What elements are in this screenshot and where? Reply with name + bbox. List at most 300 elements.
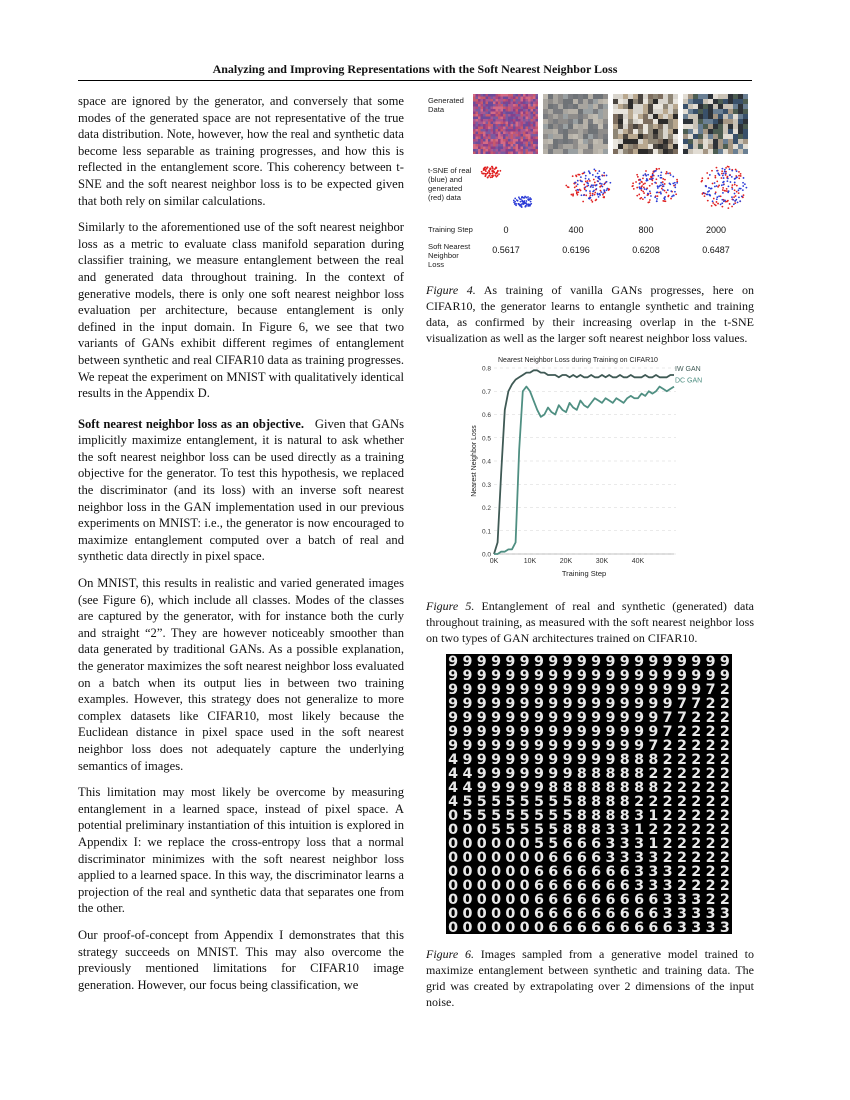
fig5-caption-text: Entanglement of real and synthetic (generated) data throughout training, as measured with the soft nearest neighbor loss on two types of GAN architectures trained on CIFAR10. <box>426 599 755 645</box>
digit-cell: 8 <box>576 808 587 825</box>
digit-cell: 2 <box>705 724 716 741</box>
digit-cell: 6 <box>648 920 659 934</box>
digit-cell: 3 <box>605 836 616 853</box>
digit-cell: 2 <box>662 766 673 783</box>
paragraph-3-heading: Soft nearest neighbor loss as an objective. <box>78 416 304 431</box>
digit-cell: 9 <box>548 696 559 713</box>
digit-cell: 2 <box>691 752 702 769</box>
digit-cell: 6 <box>533 864 544 881</box>
paragraph-5: This limitation may most likely be overcome by measuring entanglement in a learned space, instead of pixel space. A potential preliminary instantiation of this intuition is explored in Appendix I: we replace the cross-entropy loss that a normal discriminator minimizes with the soft nearest neighbor loss applied to a learned space. In this way, the discriminator learns a projection of the real and synthetic data that separates one from the other. <box>78 785 404 916</box>
digit-cell: 8 <box>605 766 616 783</box>
left-column <box>78 93 404 1003</box>
digit-cell: 9 <box>491 738 502 755</box>
digit-cell: 9 <box>462 752 473 769</box>
digit-cell: 8 <box>619 808 630 825</box>
digit-cell: 2 <box>662 794 673 811</box>
digit-cell: 9 <box>491 654 502 671</box>
digit-cell: 9 <box>476 752 487 769</box>
digit-cell: 2 <box>719 794 730 811</box>
digit-cell: 9 <box>519 780 530 797</box>
digit-cell: 9 <box>491 696 502 713</box>
digit-cell: 3 <box>662 892 673 909</box>
digit-cell: 9 <box>591 682 602 699</box>
digit-cell: 6 <box>576 920 587 934</box>
digit-cell: 6 <box>576 850 587 867</box>
digit-cell: 0 <box>476 822 487 839</box>
digit-cell: 9 <box>648 724 659 741</box>
digit-cell: 8 <box>634 752 645 769</box>
digit-cell: 0 <box>491 864 502 881</box>
digit-cell: 9 <box>634 654 645 671</box>
digit-cell: 3 <box>691 892 702 909</box>
digit-cell: 9 <box>519 766 530 783</box>
digit-cell: 9 <box>448 724 459 741</box>
digit-cell: 9 <box>491 766 502 783</box>
digit-cell: 9 <box>476 682 487 699</box>
paragraph-2: Similarly to the aforementioned use of the soft nearest neighbor loss as a metric to evaluate class manifold separation during classifier training, we measure entanglement between the real and generated data throughout training. In the context of generative models, there is only one soft nearest neighbor loss evaluation per architecture, because entanglement is only defined in the input domain. In Figure 6, we see that two variants of GANs exhibit different regimes of entanglement between synthetic and real CIFAR10 data as training progresses. We repeat the experiment on MNIST with qualitatively identical results in the Appendix D. <box>78 220 404 401</box>
digit-cell: 9 <box>476 696 487 713</box>
digit-cell: 3 <box>705 920 716 934</box>
digit-cell: 2 <box>719 780 730 797</box>
digit-cell: 9 <box>448 696 459 713</box>
digit-cell: 8 <box>648 780 659 797</box>
digit-cell: 9 <box>533 668 544 685</box>
y-tick-label-2: 0.2 <box>481 505 491 512</box>
digit-cell: 9 <box>533 696 544 713</box>
fig4-step-label: Training Step <box>428 225 473 234</box>
digit-cell: 9 <box>548 766 559 783</box>
digit-cell: 9 <box>662 654 673 671</box>
digit-cell: 0 <box>448 920 459 934</box>
digit-cell: 9 <box>576 710 587 727</box>
digit-cell: 0 <box>462 822 473 839</box>
digit-cell: 0 <box>519 892 530 909</box>
fig4-step-0: 0 <box>503 225 509 235</box>
digit-cell: 8 <box>591 808 602 825</box>
digit-cell: 9 <box>719 654 730 671</box>
digit-cell: 6 <box>634 892 645 909</box>
digit-cell: 6 <box>562 906 573 923</box>
digit-cell: 5 <box>505 808 516 825</box>
digit-cell: 9 <box>462 710 473 727</box>
digit-cell: 9 <box>491 682 502 699</box>
digit-cell: 2 <box>691 780 702 797</box>
digit-cell: 4 <box>448 780 459 797</box>
digit-cell: 9 <box>505 710 516 727</box>
digit-cell: 2 <box>662 752 673 769</box>
digit-cell: 3 <box>648 864 659 881</box>
digit-cell: 6 <box>591 892 602 909</box>
digit-cell: 6 <box>562 878 573 895</box>
digit-cell: 6 <box>619 906 630 923</box>
digit-cell: 0 <box>519 920 530 934</box>
digit-cell: 9 <box>533 766 544 783</box>
digit-cell: 9 <box>533 724 544 741</box>
series-label-dc-gan: DC GAN <box>675 377 703 385</box>
digit-cell: 2 <box>705 710 716 727</box>
digit-cell: 5 <box>491 822 502 839</box>
digit-cell: 3 <box>619 836 630 853</box>
digit-cell: 3 <box>619 822 630 839</box>
digit-cell: 6 <box>576 892 587 909</box>
digit-cell: 9 <box>691 682 702 699</box>
digit-cell: 9 <box>648 654 659 671</box>
digit-cell: 0 <box>448 864 459 881</box>
digit-cell: 2 <box>719 850 730 867</box>
digit-cell: 9 <box>462 696 473 713</box>
digit-cell: 0 <box>519 864 530 881</box>
digit-cell: 9 <box>462 668 473 685</box>
digit-cell: 2 <box>662 738 673 755</box>
digit-cell: 2 <box>691 794 702 811</box>
digit-cell: 8 <box>605 794 616 811</box>
digit-cell: 5 <box>519 822 530 839</box>
digit-cell: 8 <box>619 752 630 769</box>
digit-cell: 9 <box>519 682 530 699</box>
digit-cell: 9 <box>591 724 602 741</box>
digit-cell: 9 <box>591 710 602 727</box>
digit-cell: 0 <box>519 878 530 895</box>
digit-cell: 0 <box>491 850 502 867</box>
digit-cell: 9 <box>505 696 516 713</box>
digit-cell: 6 <box>576 836 587 853</box>
digit-cell: 6 <box>576 906 587 923</box>
digit-cell: 3 <box>662 878 673 895</box>
digit-cell: 4 <box>448 752 459 769</box>
digit-cell: 0 <box>476 892 487 909</box>
digit-cell: 9 <box>462 654 473 671</box>
digit-cell: 9 <box>676 682 687 699</box>
digit-cell: 9 <box>576 654 587 671</box>
digit-cell: 6 <box>548 920 559 934</box>
digit-cell: 6 <box>662 920 673 934</box>
digit-cell: 6 <box>562 850 573 867</box>
digit-cell: 6 <box>562 920 573 934</box>
digit-cell: 2 <box>676 752 687 769</box>
digit-cell: 6 <box>548 878 559 895</box>
fig6-caption-label: Figure 6. <box>426 947 474 961</box>
digit-cell: 3 <box>691 920 702 934</box>
digit-cell: 9 <box>519 696 530 713</box>
paragraph-4: On MNIST, this results in realistic and varied generated images (see Figure 6), which include all classes. Modes of the classes are captured by the generator, with for instance both the curly and straight “2”. They are however noticeably smoother than data generated by traditional GANs. As a possible explanation, the generator maximizes the soft nearest neighbor loss evaluated on a batch when its output lies in between two training examples. However, this strategy does not generalize to more complex datasets like CIFAR10, most likely because the Euclidean distance in pixel space used in the soft nearest neighbor loss does not adequately capture the underlying semantics of images. <box>78 576 404 773</box>
digit-cell: 9 <box>576 724 587 741</box>
digit-cell: 8 <box>591 794 602 811</box>
digit-cell: 9 <box>505 738 516 755</box>
digit-cell: 9 <box>491 752 502 769</box>
digit-cell: 9 <box>491 724 502 741</box>
digit-cell: 5 <box>533 822 544 839</box>
digit-cell: 2 <box>691 822 702 839</box>
digit-cell: 2 <box>719 864 730 881</box>
header-rule <box>78 80 752 81</box>
digit-cell: 9 <box>448 682 459 699</box>
digit-cell: 8 <box>634 780 645 797</box>
digit-cell: 9 <box>634 696 645 713</box>
digit-cell: 9 <box>462 682 473 699</box>
digit-cell: 9 <box>676 668 687 685</box>
digit-cell: 9 <box>533 752 544 769</box>
digit-cell: 7 <box>705 682 716 699</box>
digit-cell: 9 <box>476 766 487 783</box>
digit-cell: 0 <box>462 920 473 934</box>
digit-cell: 0 <box>476 836 487 853</box>
digit-cell: 6 <box>591 836 602 853</box>
digit-cell: 8 <box>576 766 587 783</box>
digit-cell: 0 <box>505 906 516 923</box>
digit-cell: 2 <box>719 892 730 909</box>
digit-cell: 2 <box>719 808 730 825</box>
digit-cell: 9 <box>448 654 459 671</box>
y-tick-label-3: 0.3 <box>481 481 491 489</box>
digit-cell: 9 <box>476 668 487 685</box>
digit-cell: 0 <box>519 850 530 867</box>
digit-cell: 9 <box>519 668 530 685</box>
figure-5-caption <box>426 598 754 646</box>
fig4-generated-image-step-2000 <box>683 94 748 154</box>
paragraph-3 <box>78 416 404 565</box>
digit-cell: 9 <box>691 668 702 685</box>
digit-cell: 0 <box>448 906 459 923</box>
digit-cell: 5 <box>519 808 530 825</box>
digit-cell: 6 <box>562 892 573 909</box>
digit-cell: 2 <box>719 710 730 727</box>
digit-cell: 5 <box>548 794 559 811</box>
digit-cell: 2 <box>705 850 716 867</box>
digit-cell: 9 <box>505 752 516 769</box>
digit-cell: 9 <box>562 696 573 713</box>
digit-cell: 2 <box>676 808 687 825</box>
digit-cell: 2 <box>705 794 716 811</box>
digit-cell: 9 <box>548 668 559 685</box>
digit-cell: 0 <box>505 892 516 909</box>
y-tick-label-0: 0.0 <box>481 551 491 559</box>
digit-cell: 0 <box>462 906 473 923</box>
digit-cell: 3 <box>662 906 673 923</box>
digit-cell: 9 <box>562 668 573 685</box>
fig4-step-800: 800 <box>638 225 654 235</box>
digit-cell: 9 <box>548 738 559 755</box>
digit-cell: 9 <box>619 724 630 741</box>
digit-cell: 7 <box>662 710 673 727</box>
digit-cell: 9 <box>519 710 530 727</box>
series-line-dc-gan <box>494 387 674 554</box>
digit-cell: 6 <box>619 920 630 934</box>
digit-cell: 9 <box>619 738 630 755</box>
digit-cell: 2 <box>719 724 730 741</box>
digit-cell: 9 <box>562 682 573 699</box>
digit-cell: 3 <box>719 920 730 934</box>
digit-cell: 8 <box>548 780 559 797</box>
digit-cell: 0 <box>462 864 473 881</box>
digit-cell: 6 <box>605 892 616 909</box>
digit-cell: 9 <box>476 710 487 727</box>
digit-cell: 0 <box>519 906 530 923</box>
digit-cell: 6 <box>619 864 630 881</box>
digit-cell: 5 <box>462 794 473 811</box>
digit-cell: 6 <box>533 892 544 909</box>
digit-cell: 0 <box>491 892 502 909</box>
digit-cell: 6 <box>634 906 645 923</box>
paragraph-6: Our proof-of-concept from Appendix I demonstrates that this strategy succeeds on MNIST. This may also overcome the previously mentioned limitations for CIFAR10 image generation. However, our focus being classification, we <box>78 927 404 992</box>
digit-cell: 4 <box>462 780 473 797</box>
digit-cell: 0 <box>491 920 502 934</box>
fig4-tsne-label: t-SNE of real (blue) and generated (red) data <box>428 166 472 202</box>
digit-cell: 9 <box>605 738 616 755</box>
digit-cell: 2 <box>676 850 687 867</box>
digit-cell: 5 <box>476 808 487 825</box>
digit-cell: 9 <box>562 710 573 727</box>
digit-cell: 2 <box>705 892 716 909</box>
digit-cell: 6 <box>533 878 544 895</box>
digit-cell: 2 <box>662 808 673 825</box>
digit-cell: 0 <box>491 878 502 895</box>
y-tick-label-4: 0.4 <box>481 458 491 466</box>
digit-cell: 2 <box>662 780 673 797</box>
digit-cell: 2 <box>648 794 659 811</box>
digit-cell: 2 <box>676 738 687 755</box>
digit-cell: 9 <box>619 696 630 713</box>
digit-cell: 0 <box>476 906 487 923</box>
digit-cell: 9 <box>648 668 659 685</box>
x-tick-label-4: 40K <box>631 558 645 565</box>
digit-cell: 6 <box>591 920 602 934</box>
digit-cell: 9 <box>491 780 502 797</box>
digit-cell: 9 <box>662 696 673 713</box>
digit-cell: 9 <box>648 682 659 699</box>
digit-cell: 9 <box>505 724 516 741</box>
digit-cell: 0 <box>448 808 459 825</box>
digit-cell: 6 <box>591 878 602 895</box>
digit-cell: 6 <box>605 864 616 881</box>
fig4-generated-image-step-800 <box>613 94 678 154</box>
x-tick-label-1: 10K <box>523 558 537 565</box>
digit-cell: 9 <box>705 668 716 685</box>
digit-cell: 2 <box>676 794 687 811</box>
digit-cell: 2 <box>719 766 730 783</box>
digit-cell: 9 <box>719 668 730 685</box>
digit-cell: 6 <box>634 920 645 934</box>
figure-4 <box>426 92 754 272</box>
digit-cell: 3 <box>634 808 645 825</box>
digit-cell: 8 <box>619 794 630 811</box>
digit-cell: 2 <box>705 696 716 713</box>
digit-cell: 6 <box>548 892 559 909</box>
digit-cell: 2 <box>719 682 730 699</box>
digit-cell: 9 <box>576 682 587 699</box>
digit-cell: 2 <box>676 780 687 797</box>
digit-cell: 8 <box>605 808 616 825</box>
digit-cell: 3 <box>662 864 673 881</box>
digit-cell: 2 <box>634 794 645 811</box>
digit-cell: 9 <box>448 738 459 755</box>
digit-cell: 6 <box>591 906 602 923</box>
digit-cell: 5 <box>505 822 516 839</box>
chart-title: Nearest Neighbor Loss during Training on CIFAR10 <box>498 357 658 364</box>
digit-cell: 9 <box>619 668 630 685</box>
digit-cell: 9 <box>476 724 487 741</box>
digit-cell: 9 <box>605 696 616 713</box>
digit-cell: 9 <box>591 752 602 769</box>
digit-cell: 6 <box>562 864 573 881</box>
digit-cell: 0 <box>448 822 459 839</box>
digit-cell: 2 <box>691 738 702 755</box>
digit-cell: 7 <box>676 696 687 713</box>
fig4-step-400: 400 <box>568 225 584 235</box>
digit-cell: 2 <box>691 724 702 741</box>
digit-cell: 2 <box>691 850 702 867</box>
digit-cell: 8 <box>591 766 602 783</box>
digit-cell: 9 <box>519 654 530 671</box>
digit-cell: 0 <box>462 878 473 895</box>
digit-cell: 2 <box>676 822 687 839</box>
digit-cell: 3 <box>719 906 730 923</box>
digit-cell: 5 <box>548 822 559 839</box>
fig4-loss-step-400: 0.6196 <box>562 245 590 255</box>
digit-cell: 2 <box>676 766 687 783</box>
digit-cell: 6 <box>605 920 616 934</box>
x-axis-label: Training Step <box>561 569 607 578</box>
digit-cell: 6 <box>548 906 559 923</box>
fig4-generated-image-step-0 <box>473 94 538 154</box>
digit-cell: 9 <box>605 724 616 741</box>
digit-cell: 8 <box>619 766 630 783</box>
digit-cell: 8 <box>648 752 659 769</box>
digit-cell: 0 <box>448 892 459 909</box>
digit-cell: 9 <box>476 654 487 671</box>
digit-cell: 9 <box>605 654 616 671</box>
digit-cell: 9 <box>548 724 559 741</box>
digit-cell: 9 <box>591 738 602 755</box>
digit-cell: 9 <box>462 724 473 741</box>
digit-cell: 9 <box>491 710 502 727</box>
digit-cell: 1 <box>648 808 659 825</box>
digit-cell: 9 <box>505 654 516 671</box>
digit-cell: 8 <box>634 766 645 783</box>
figure-4-caption <box>426 282 754 346</box>
digit-cell: 3 <box>634 836 645 853</box>
digit-cell: 9 <box>662 682 673 699</box>
digit-cell: 2 <box>705 836 716 853</box>
digit-cell: 9 <box>619 682 630 699</box>
digit-cell: 2 <box>705 738 716 755</box>
fig5-caption-label: Figure 5. <box>426 599 475 613</box>
digit-cell: 0 <box>448 878 459 895</box>
digit-cell: 7 <box>648 738 659 755</box>
digit-cell: 2 <box>691 808 702 825</box>
digit-cell: 3 <box>676 906 687 923</box>
digit-cell: 2 <box>676 724 687 741</box>
digit-cell: 1 <box>648 836 659 853</box>
digit-cell: 9 <box>591 696 602 713</box>
digit-cell: 8 <box>605 780 616 797</box>
digit-cell: 9 <box>619 654 630 671</box>
digit-cell: 0 <box>462 836 473 853</box>
digit-cell: 0 <box>533 850 544 867</box>
digit-cell: 3 <box>605 822 616 839</box>
digit-cell: 5 <box>548 836 559 853</box>
digit-cell: 9 <box>476 738 487 755</box>
digit-cell: 6 <box>605 906 616 923</box>
digit-cell: 2 <box>691 836 702 853</box>
digit-cell: 5 <box>533 794 544 811</box>
digit-cell: 9 <box>576 738 587 755</box>
digit-cell: 4 <box>448 766 459 783</box>
digit-cell: 3 <box>676 892 687 909</box>
digit-cell: 1 <box>634 822 645 839</box>
digit-cell: 0 <box>462 892 473 909</box>
digit-cell: 9 <box>548 710 559 727</box>
digit-cell: 0 <box>476 864 487 881</box>
